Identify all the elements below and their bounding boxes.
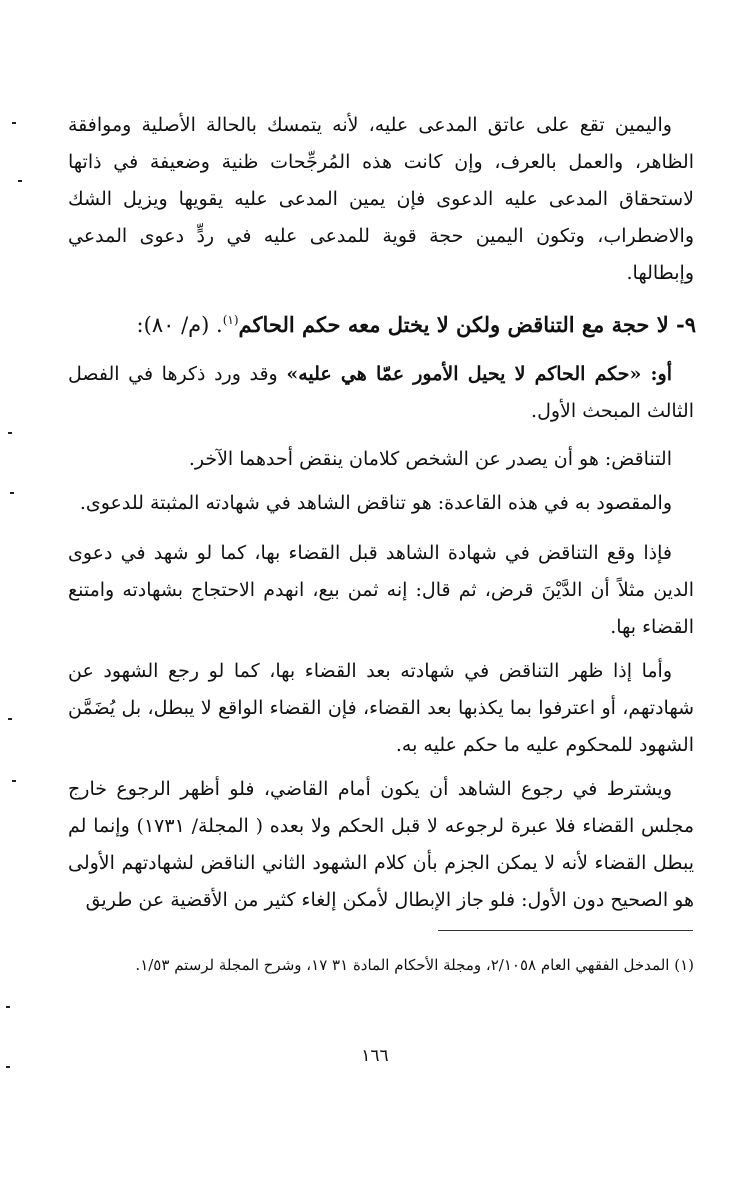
paragraph-intro	[68, 107, 694, 292]
paragraph-before-judgment	[68, 535, 694, 646]
paragraph-text: التناقض: هو أن يصدر عن الشخص كلامان ينقض أحدهما الآخر.	[188, 448, 672, 470]
margin-mark	[10, 492, 14, 494]
margin-mark	[6, 1006, 10, 1008]
page-number: ١٦٦	[361, 1046, 389, 1066]
margin-mark	[12, 122, 16, 124]
paragraph-alternate-name	[68, 356, 694, 430]
maxim-quote: «حكم الحاكم لا يحيل الأمور عمّا هي عليه»	[286, 363, 642, 385]
paragraph-text: واليمين تقع على عاتق المدعى عليه، لأنه يتمسك بالحالة الأصلية وموافقة الظاهر، والعمل بالعرف، وإن كانت هذه المُرجِّحات ظنية وضعيفة في ذاتها لاستحقاق المدعى عليه الدعوى فإن يمين المدعى عليه يقويها ويزيل الشك والاضطراب، وتكون اليمين حجة قوية للمدعى عليه في ردٍّ دعوى المدعي وإبطالها.	[68, 114, 694, 284]
margin-mark	[6, 1066, 10, 1068]
margin-mark	[8, 432, 12, 434]
footnote: (١) المدخل الفقهي العام ٢/١٠٥٨، ومجلة الأحكام المادة ٣١ ١٧، وشرح المجلة لرستم ١/٥٣.	[135, 956, 694, 974]
section-heading	[60, 302, 696, 343]
margin-mark	[12, 780, 16, 782]
paragraph-prefix: أو:	[641, 363, 672, 385]
heading-reference: . (م/ ٨٠):	[136, 313, 223, 337]
paragraph-after-judgment	[68, 653, 694, 764]
paragraph-text: ويشترط في رجوع الشاهد أن يكون أمام القاضي، فلو أظهر الرجوع خارج مجلس القضاء فلا عبرة لرجوعه لا قبل الحكم ولا بعده ( المجلة/ ١٧٣١) وإنما لم يبطل القضاء لأنه لا يمكن الجزم بأن كلام الشهود الثاني الناقض لشهادتهم الأولى هو الصحيح دون الأول: فلو جاز الإبطال لأمكن إلغاء كثير من الأقضية عن طريق	[68, 778, 694, 911]
paragraph-definition	[68, 441, 694, 478]
margin-mark	[8, 718, 12, 720]
paragraph-text: والمقصود به في هذه القاعدة: هو تناقض الشاهد في شهادته المثبتة للدعوى.	[79, 492, 672, 514]
paragraph-text: فإذا وقع التناقض في شهادة الشاهد قبل القضاء بها، كما لو شهد في دعوى الدين مثلاً أن الدَّيْنَ قرض، ثم قال: إنه ثمن بيع، انهدم الاحتجاج بشهادته وامتنع القضاء بها.	[68, 542, 694, 638]
paragraph-retraction	[68, 771, 694, 919]
footnote-marker: (١)	[222, 313, 239, 327]
heading-text: ٩- لا حجة مع التناقض ولكن لا يختل معه حكم الحاكم	[238, 312, 696, 337]
footnote-divider	[438, 930, 693, 931]
paragraph-meaning	[68, 485, 694, 522]
paragraph-text: وأما إذا ظهر التناقض في شهادته بعد القضاء بها، كما لو رجع الشهود عن شهادتهم، أو اعترفوا بما يكذبها بعد القضاء، فإن القضاء الواقع لا يبطل، بل يُضَمَّن الشهود للمحكوم عليه ما حكم عليه به.	[68, 660, 694, 756]
paragraph-text: وقد ورد ذكرها في الفصل الثالث المبحث الأول.	[68, 363, 694, 422]
margin-mark	[18, 180, 22, 182]
